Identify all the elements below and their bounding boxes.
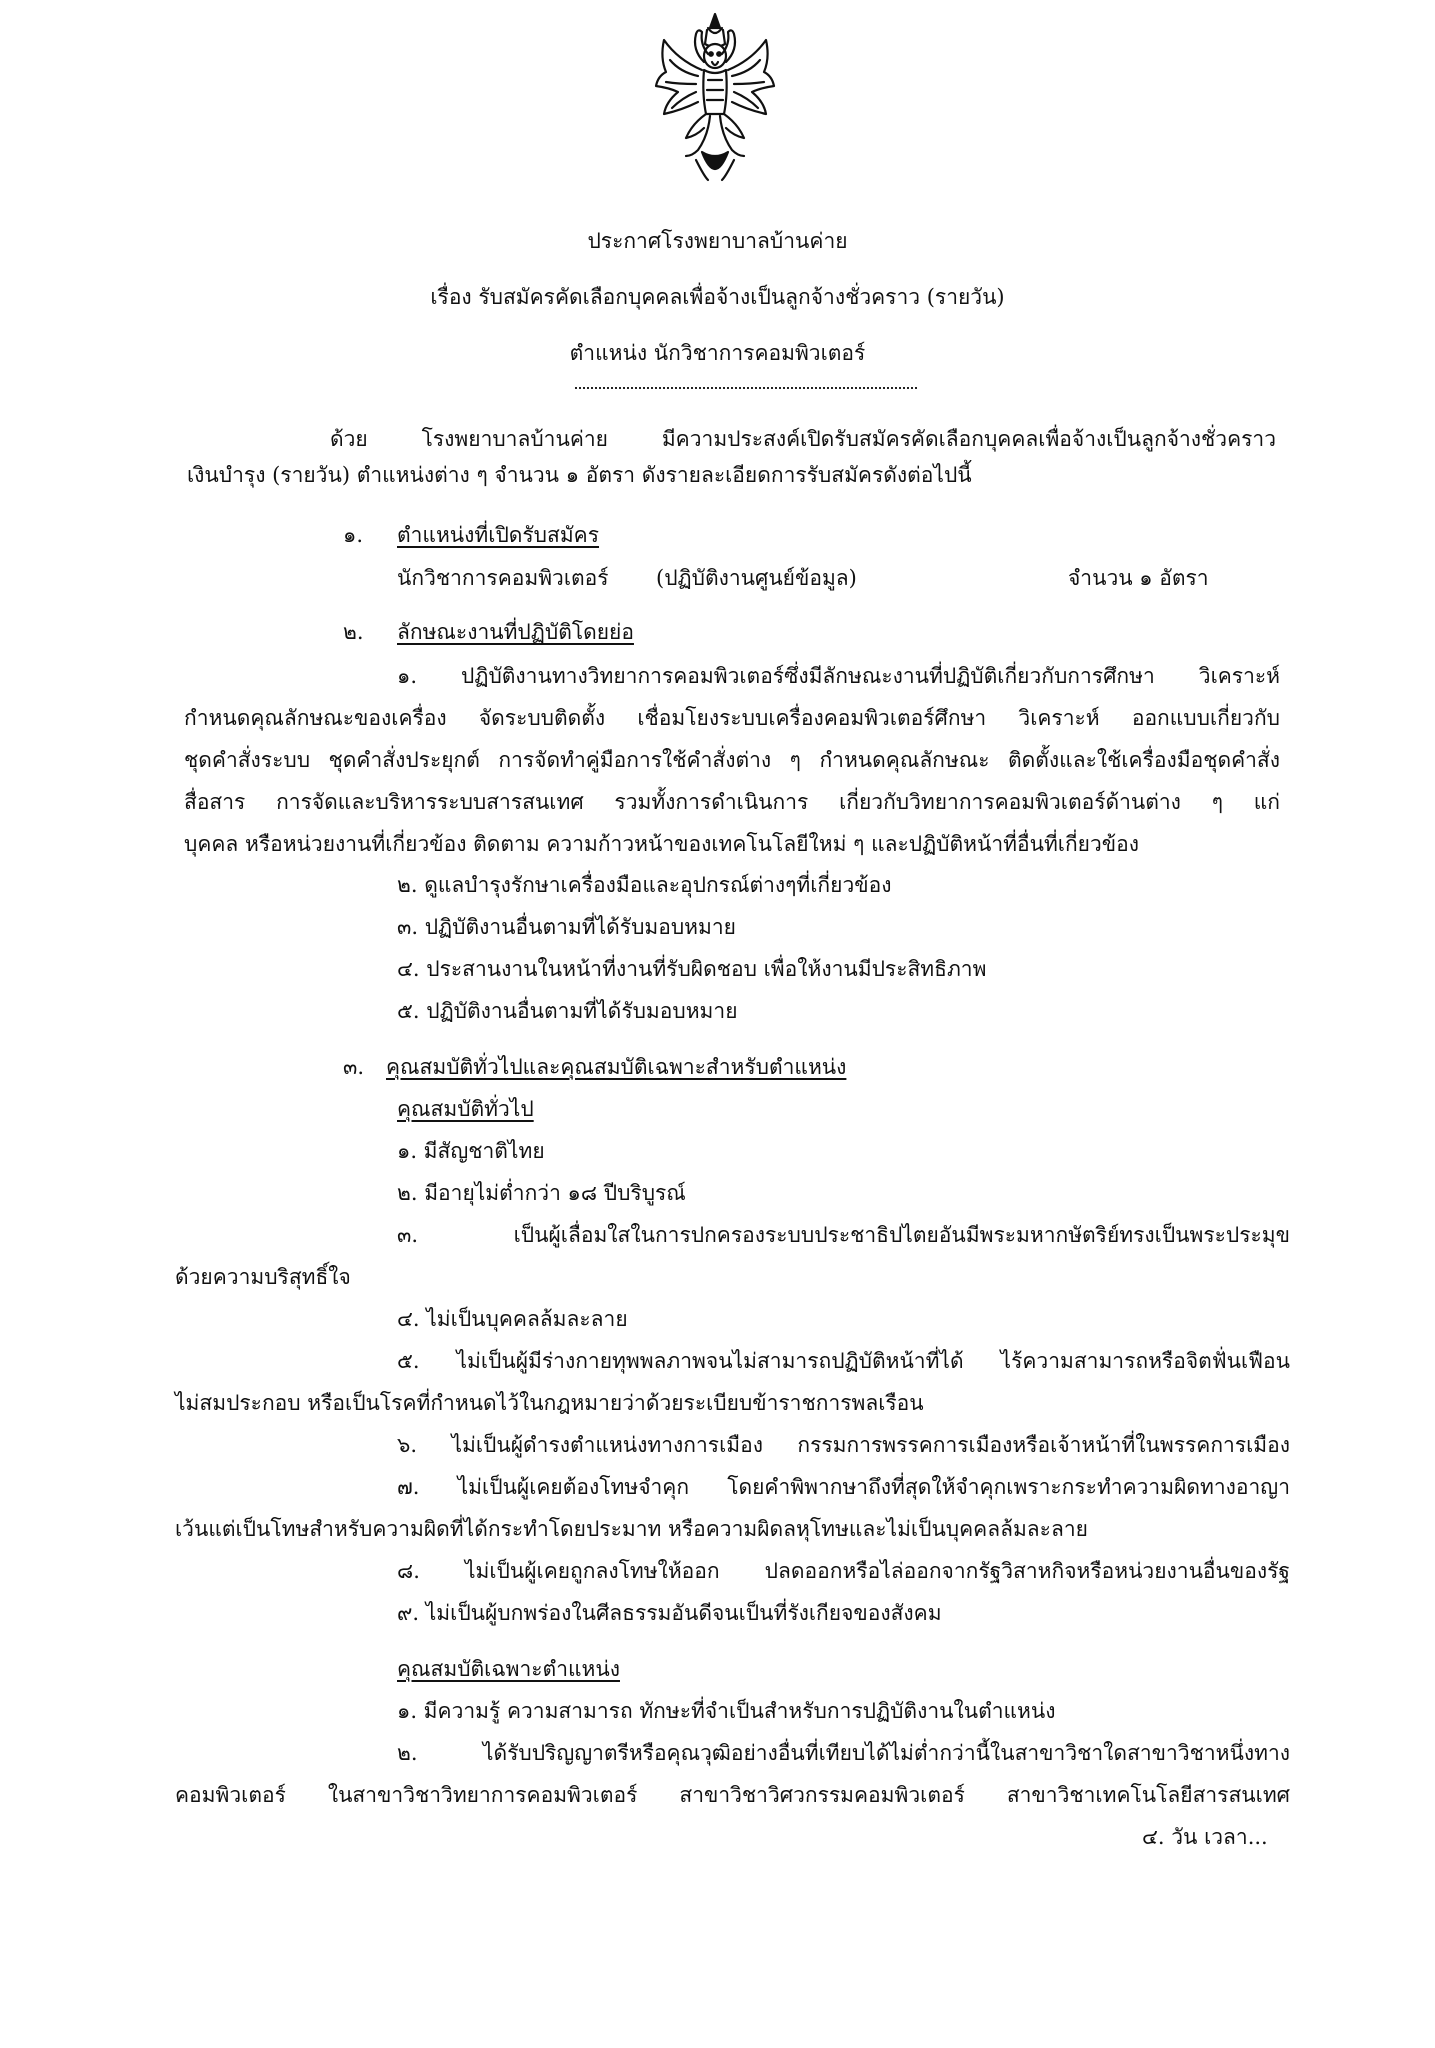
section2-number: ๒. (343, 620, 364, 644)
general-qual-3-line-1: ๓. เป็นผู้เลื่อมใสในการปกครองระบบประชาธิปไตยอันมีพระมหากษัตริย์ทรงเป็นพระประมุข (397, 1223, 1290, 1247)
general-qual-4: ๔. ไม่เป็นบุคคลล้มละลาย (397, 1307, 628, 1331)
general-qual-1: ๑. มีสัญชาติไทย (397, 1139, 545, 1163)
section2-item-3: ๓. ปฏิบัติงานอื่นตามที่ได้รับมอบหมาย (397, 915, 736, 939)
dotted-divider (575, 387, 917, 389)
general-qual-2: ๒. มีอายุไม่ต่ำกว่า ๑๘ ปีบริบูรณ์ (397, 1181, 686, 1205)
section2-para-line-3: ชุดคำสั่งระบบ ชุดคำสั่งประยุกต์ การจัดทำคู่มือการใช้คำสั่งต่าง ๆ กำหนดคุณลักษณะ ติดตั้งและใช้เครื่องมือชุดคำสั่ง (184, 748, 1280, 772)
specific-qual-1: ๑. มีความรู้ ความสามารถ ทักษะที่จำเป็นสำหรับการปฏิบัติงานในตำแหน่ง (397, 1699, 1056, 1723)
general-qual-9: ๙. ไม่เป็นผู้บกพร่องในศีลธรรมอันดีจนเป็นที่รังเกียจของสังคม (397, 1601, 942, 1625)
announcement-subject: เรื่อง รับสมัครคัดเลือกบุคคลเพื่อจ้างเป็นลูกจ้างชั่วคราว (รายวัน) (430, 285, 1005, 309)
section2-para-line-4: สื่อสาร การจัดและบริหารระบบสารสนเทศ รวมทั้งการดำเนินการ เกี่ยวกับวิทยาการคอมพิวเตอร์ด้านต่าง ๆ แก่ (184, 790, 1280, 814)
general-qual-5-line-1: ๕. ไม่เป็นผู้มีร่างกายทุพพลภาพจนไม่สามารถปฏิบัติหน้าที่ได้ ไร้ความสามารถหรือจิตฟั่นเฟือน (397, 1349, 1290, 1373)
specific-qual-2-line-2: คอมพิวเตอร์ ในสาขาวิชาวิทยาการคอมพิวเตอร์ สาขาวิชาวิศวกรรมคอมพิวเตอร์ สาขาวิชาเทคโนโลยีสารสนเทศ (175, 1783, 1290, 1807)
general-qual-3-line-2: ด้วยความบริสุทธิ์ใจ (175, 1265, 351, 1289)
general-qual-6: ๖. ไม่เป็นผู้ดำรงตำแหน่งทางการเมือง กรรมการพรรคการเมืองหรือเจ้าหน้าที่ในพรรคการเมือง (397, 1433, 1290, 1457)
intro-line-1: ด้วย โรงพยาบาลบ้านค่าย มีความประสงค์เปิดรับสมัครคัดเลือกบุคคลเพื่อจ้างเป็นลูกจ้างชั่วคราว (330, 427, 1276, 451)
section3-number: ๓. (343, 1055, 365, 1079)
section1-title: ตำแหน่งที่เปิดรับสมัคร (397, 523, 600, 547)
general-qual-7-line-2: เว้นแต่เป็นโทษสำหรับความผิดที่ได้กระทำโดยประมาท หรือความผิดลหุโทษและไม่เป็นบุคคลล้มละลาย (175, 1517, 1088, 1541)
announcement-title: ประกาศโรงพยาบาลบ้านค่าย (587, 229, 848, 253)
garuda-emblem-icon (652, 10, 778, 186)
specific-qual-2-line-1: ๒. ได้รับปริญญาตรีหรือคุณวุฒิอย่างอื่นที่เทียบได้ไม่ต่ำกว่านี้ในสาขาวิชาใดสาขาวิชาหนึ่งทาง (397, 1741, 1290, 1765)
page-continuation: ๔. วัน เวลา... (1142, 1825, 1268, 1849)
section1-count: จำนวน ๑ อัตรา (1068, 566, 1209, 590)
intro-line-2: เงินบำรุง (รายวัน) ตำแหน่งต่าง ๆ จำนวน ๑ อัตรา ดังรายละเอียดการรับสมัครดังต่อไปนี้ (187, 463, 972, 487)
section2-para-line-5: บุคคล หรือหน่วยงานที่เกี่ยวข้อง ติดตาม ความก้าวหน้าของเทคโนโลยีใหม่ ๆ และปฏิบัติหน้าที่อื่นที่เกี่ยวข้อง (184, 832, 1139, 856)
general-qual-7-line-1: ๗. ไม่เป็นผู้เคยต้องโทษจำคุก โดยคำพิพากษาถึงที่สุดให้จำคุกเพราะกระทำความผิดทางอาญา (397, 1475, 1290, 1499)
section2-item-4: ๔. ประสานงานในหน้าที่งานที่รับผิดชอบ เพื่อให้งานมีประสิทธิภาพ (397, 957, 987, 981)
specific-qualifications-title: คุณสมบัติเฉพาะตำแหน่ง (397, 1657, 620, 1681)
announcement-position: ตำแหน่ง นักวิชาการคอมพิวเตอร์ (569, 341, 866, 365)
general-qualifications-title: คุณสมบัติทั่วไป (397, 1097, 534, 1121)
section1-number: ๑. (343, 523, 364, 547)
section2-item-2: ๒. ดูแลบำรุงรักษาเครื่องมือและอุปกรณ์ต่างๆที่เกี่ยวข้อง (397, 873, 892, 897)
section3-title: คุณสมบัติทั่วไปและคุณสมบัติเฉพาะสำหรับตำแหน่ง (386, 1055, 847, 1079)
general-qual-8: ๘. ไม่เป็นผู้เคยถูกลงโทษให้ออก ปลดออกหรือไล่ออกจากรัฐวิสาหกิจหรือหน่วยงานอื่นของรัฐ (397, 1559, 1290, 1583)
section2-para-line-2: กำหนดคุณลักษณะของเครื่อง จัดระบบติดตั้ง เชื่อมโยงระบบเครื่องคอมพิวเตอร์ศึกษา วิเคราะห์ ออกแบบเกี่ยวกับ (184, 706, 1280, 730)
section2-item-5: ๕. ปฏิบัติงานอื่นตามที่ได้รับมอบหมาย (397, 999, 738, 1023)
section1-role: นักวิชาการคอมพิวเตอร์ (397, 566, 609, 590)
section1-unit: (ปฏิบัติงานศูนย์ข้อมูล) (656, 566, 857, 590)
general-qual-5-line-2: ไม่สมประกอบ หรือเป็นโรคที่กำหนดไว้ในกฎหมายว่าด้วยระเบียบข้าราชการพลเรือน (175, 1391, 924, 1415)
section2-title: ลักษณะงานที่ปฏิบัติโดยย่อ (397, 620, 634, 644)
section2-para-line-1: ๑. ปฏิบัติงานทางวิทยาการคอมพิวเตอร์ซึ่งมีลักษณะงานที่ปฏิบัติเกี่ยวกับการศึกษา วิเคราะห์ (397, 664, 1280, 688)
